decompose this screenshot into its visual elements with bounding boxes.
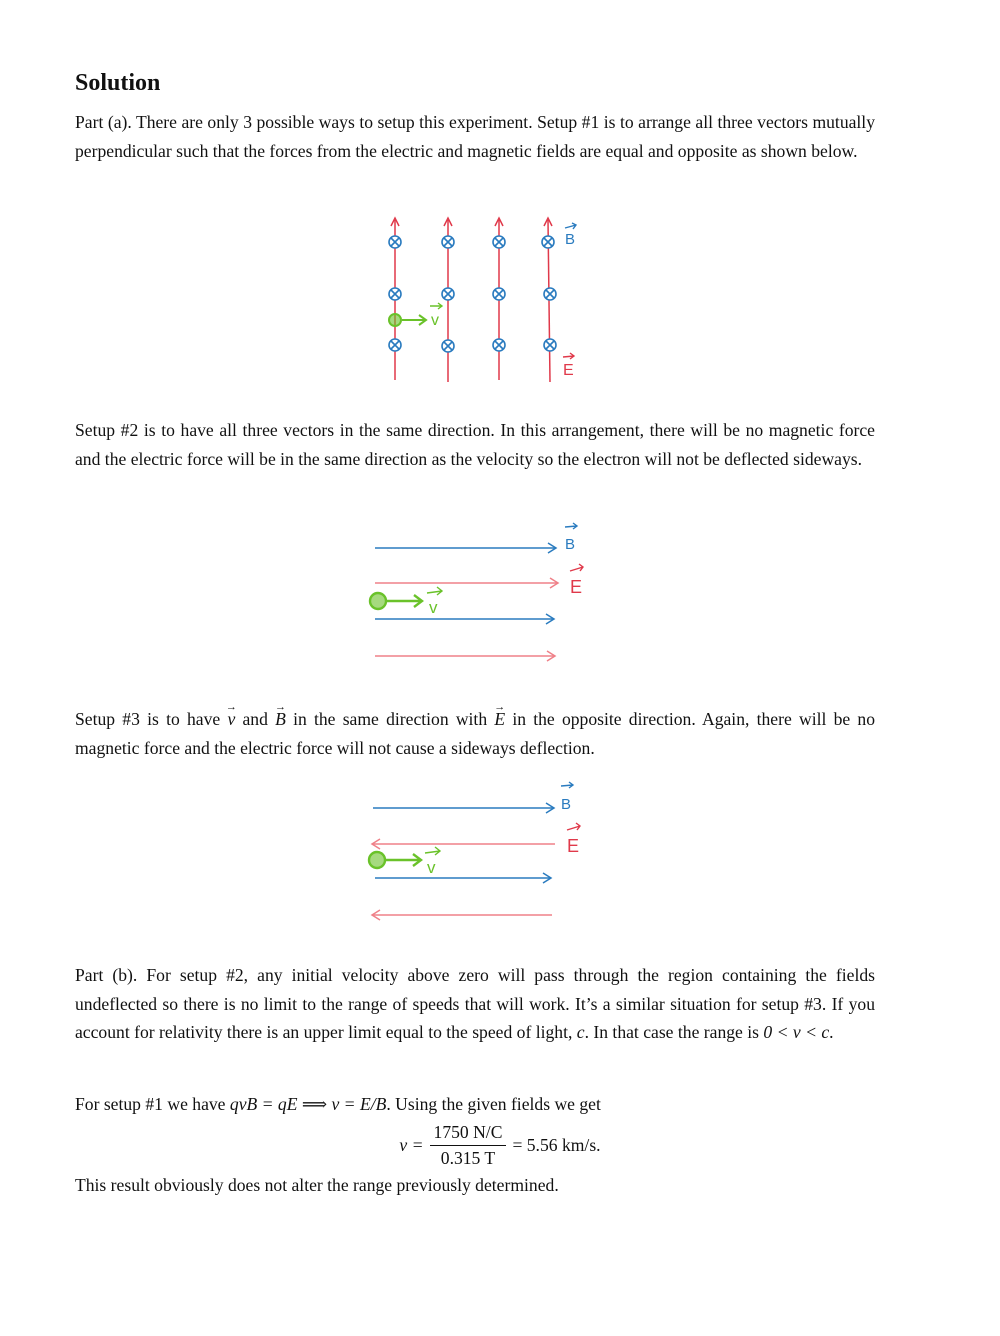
e-label-arrow bbox=[567, 823, 580, 830]
equation-fraction bbox=[430, 1122, 507, 1169]
electron-with-velocity bbox=[369, 852, 421, 868]
paragraph-setup-1-calc bbox=[75, 1090, 875, 1119]
figure-setup-2 bbox=[365, 515, 605, 665]
b-label-arrow bbox=[565, 223, 576, 229]
paragraph-text: Part (a). There are only 3 possible ways to setup this experiment. Setup #1 is to arrange all three vectors mutually perpendicular such that the forces from the electric and magnetic fields are equal and opposite as shown below. bbox=[75, 112, 875, 161]
fraction-numerator: 1750 N/C bbox=[430, 1122, 507, 1146]
e-label: E bbox=[570, 577, 583, 597]
paragraph-part-b bbox=[75, 961, 875, 1047]
velocity-label-arrow bbox=[430, 303, 442, 309]
paragraph-text: Part (b). For setup #2, any initial velocity above zero will pass through the region containing the fields undeflected so there is no limit to the range of speeds that will work. It’s a similar situation for setup #3. If you account for relativity there is an upper limit equal to the speed of light, c. In that case the range is 0 < v < c. bbox=[75, 965, 875, 1043]
velocity-label: v bbox=[431, 312, 439, 329]
electron-with-velocity bbox=[370, 593, 422, 609]
e-label: E bbox=[563, 362, 574, 379]
fraction-denominator: 0.315 T bbox=[440, 1148, 496, 1168]
b-label: B bbox=[561, 796, 572, 813]
b-label: B bbox=[565, 536, 576, 553]
equation-rhs: = 5.56 km/s. bbox=[512, 1135, 601, 1155]
velocity-label-arrow bbox=[425, 847, 440, 855]
b-label: B bbox=[565, 231, 576, 248]
e-label: E bbox=[567, 836, 580, 856]
e-label-arrow bbox=[563, 353, 574, 359]
velocity-label: v bbox=[427, 858, 436, 877]
force-balance-equation: qvB = qE ⟹ v = E/B bbox=[229, 1094, 387, 1114]
paragraph-text: For setup #1 we have qvB = qE ⟹ v = E/B. Using the given fields we get bbox=[75, 1094, 601, 1114]
section-heading: Solution bbox=[75, 70, 161, 96]
speed-range: 0 < v < c bbox=[763, 1022, 830, 1043]
e-label-arrow bbox=[570, 564, 583, 571]
e-field-lines-opposite bbox=[372, 839, 555, 920]
b-field-into-page-markers bbox=[389, 236, 556, 352]
vector-e: → E bbox=[494, 705, 505, 734]
paragraph-setup-3 bbox=[75, 705, 875, 762]
paragraph-text: Setup #2 is to have all three vectors in the same direction. In this arrangement, there will be no magnetic force and the electric force will be in the same direction as the velocity so the electron will not be deflected sideways. bbox=[75, 420, 875, 469]
paragraph-setup-2 bbox=[75, 416, 875, 473]
equation-lhs: v = bbox=[399, 1135, 424, 1155]
paragraph-text: This result obviously does not alter the range previously determined. bbox=[75, 1175, 559, 1195]
e-field-lines bbox=[391, 218, 552, 382]
speed-of-light-symbol: c bbox=[576, 1022, 585, 1043]
b-field-lines bbox=[373, 803, 554, 883]
velocity-label: v bbox=[429, 598, 438, 617]
vector-b: → B bbox=[275, 705, 286, 734]
b-label-arrow bbox=[565, 523, 577, 529]
electron-with-velocity bbox=[389, 314, 426, 326]
figure-setup-1 bbox=[375, 210, 595, 390]
vector-v: → v bbox=[227, 705, 235, 734]
velocity-label-arrow bbox=[427, 587, 442, 595]
paragraph-part-a bbox=[75, 108, 875, 165]
paragraph-conclusion bbox=[75, 1171, 875, 1200]
velocity-equation bbox=[0, 1122, 1000, 1169]
b-label-arrow bbox=[561, 782, 573, 788]
paragraph-text: Setup #3 is to have → v and → B in the same direction with → E in the opposite direction. Again, there will be no magnetic force and the electric force will not cause a sideways deflection. bbox=[75, 705, 875, 762]
figure-setup-3 bbox=[365, 775, 605, 925]
